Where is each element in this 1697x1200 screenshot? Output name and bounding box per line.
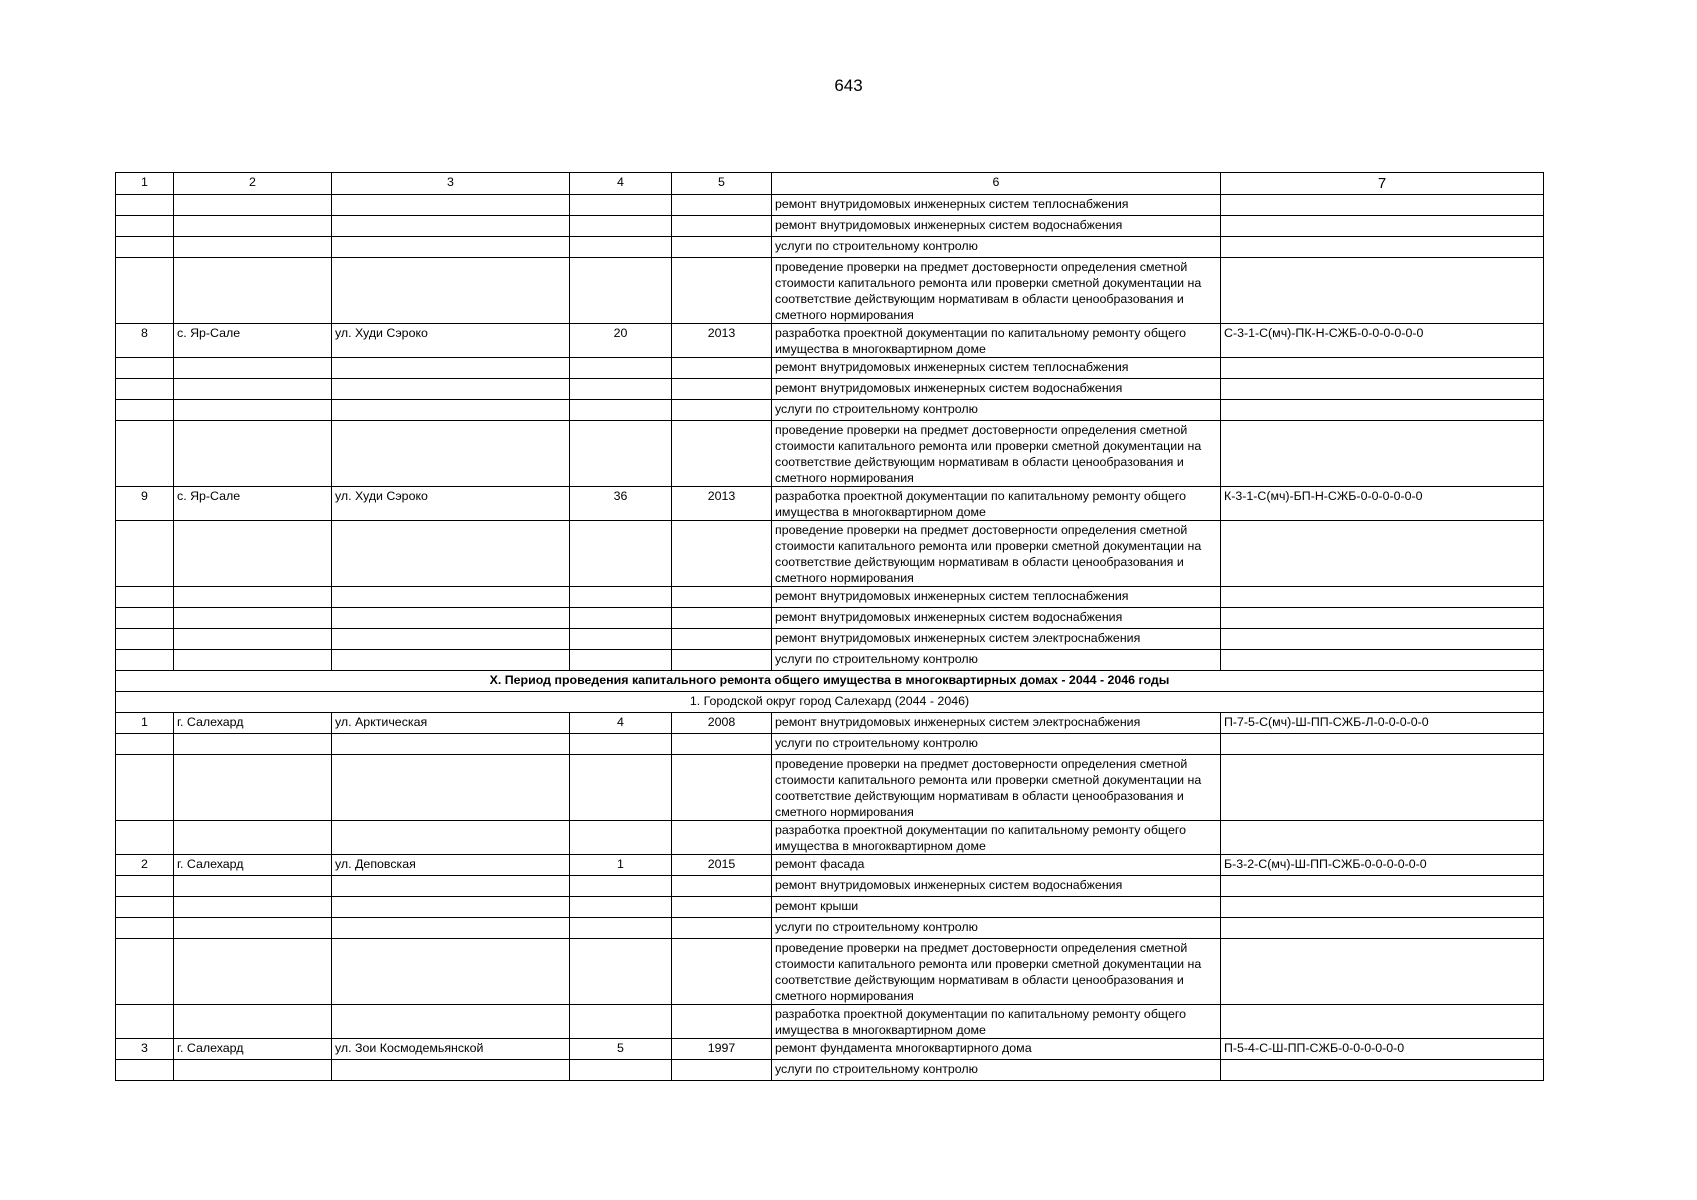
subsection-heading: 1. Городской округ город Салехард (2044 - 2046) — [116, 692, 1544, 713]
house-code-cell — [1221, 629, 1544, 650]
column-header: 6 — [772, 173, 1221, 195]
table-row — [116, 1005, 1544, 1039]
row-number-cell — [116, 608, 174, 629]
house-code-cell — [1221, 734, 1544, 755]
row-number-cell — [116, 400, 174, 421]
row-number-cell — [116, 379, 174, 400]
locality-cell: г. Салехард — [174, 855, 332, 876]
row-number-cell — [116, 421, 174, 487]
street-cell — [332, 587, 570, 608]
year-cell: 2008 — [672, 713, 772, 734]
house-number-cell — [570, 358, 672, 379]
work-type-cell: разработка проектной документации по капитальному ремонту общего имущества в многоквартирном доме — [772, 821, 1221, 855]
house-number-cell — [570, 195, 672, 216]
house-code-cell — [1221, 1060, 1544, 1081]
work-type-cell: разработка проектной документации по капитальному ремонту общего имущества в многоквартирном доме — [772, 487, 1221, 521]
house-number-cell — [570, 1005, 672, 1039]
table-header-row — [116, 173, 1544, 195]
work-type-cell: ремонт внутридомовых инженерных систем теплоснабжения — [772, 358, 1221, 379]
locality-cell — [174, 1005, 332, 1039]
house-number-cell — [570, 216, 672, 237]
year-cell: 2013 — [672, 487, 772, 521]
work-type-cell: проведение проверки на предмет достоверности определения сметной стоимости капитального ремонта или проверки сметной документации на соответствие действующим нормативам в области ценообразования и сметного нормирования — [772, 258, 1221, 324]
locality-cell: с. Яр-Сале — [174, 324, 332, 358]
year-cell — [672, 918, 772, 939]
work-type-cell: проведение проверки на предмет достоверности определения сметной стоимости капитального ремонта или проверки сметной документации на соответствие действующим нормативам в области ценообразования и сметного нормирования — [772, 755, 1221, 821]
table-row — [116, 855, 1544, 876]
house-code-cell — [1221, 400, 1544, 421]
street-cell — [332, 258, 570, 324]
capital-repair-table — [115, 172, 1544, 1081]
table-row — [116, 1060, 1544, 1081]
work-type-cell: разработка проектной документации по капитальному ремонту общего имущества в многоквартирном доме — [772, 1005, 1221, 1039]
house-code-cell — [1221, 918, 1544, 939]
row-number-cell — [116, 755, 174, 821]
year-cell — [672, 897, 772, 918]
house-code-cell — [1221, 358, 1544, 379]
row-number-cell — [116, 918, 174, 939]
table-row — [116, 821, 1544, 855]
locality-cell — [174, 237, 332, 258]
year-cell — [672, 650, 772, 671]
row-number-cell: 9 — [116, 487, 174, 521]
street-cell — [332, 379, 570, 400]
table-row — [116, 324, 1544, 358]
work-type-cell: проведение проверки на предмет достоверности определения сметной стоимости капитального ремонта или проверки сметной документации на соответствие действующим нормативам в области ценообразования и сметного нормирования — [772, 421, 1221, 487]
table-row — [116, 1039, 1544, 1060]
locality-cell — [174, 358, 332, 379]
street-cell — [332, 821, 570, 855]
locality-cell: г. Салехард — [174, 1039, 332, 1060]
column-header: 2 — [174, 173, 332, 195]
house-number-cell — [570, 939, 672, 1005]
street-cell — [332, 650, 570, 671]
house-number-cell — [570, 379, 672, 400]
work-type-cell: ремонт внутридомовых инженерных систем водоснабжения — [772, 876, 1221, 897]
table-row — [116, 897, 1544, 918]
house-code-cell — [1221, 650, 1544, 671]
table-row — [116, 487, 1544, 521]
row-number-cell: 8 — [116, 324, 174, 358]
house-number-cell: 36 — [570, 487, 672, 521]
table-row — [116, 650, 1544, 671]
locality-cell — [174, 755, 332, 821]
work-type-cell: ремонт внутридомовых инженерных систем водоснабжения — [772, 216, 1221, 237]
row-number-cell: 1 — [116, 713, 174, 734]
row-number-cell — [116, 358, 174, 379]
work-type-cell: проведение проверки на предмет достоверности определения сметной стоимости капитального ремонта или проверки сметной документации на соответствие действующим нормативам в области ценообразования и сметного нормирования — [772, 939, 1221, 1005]
table-row — [116, 216, 1544, 237]
row-number-cell — [116, 821, 174, 855]
table-row — [116, 734, 1544, 755]
house-code-cell — [1221, 876, 1544, 897]
street-cell — [332, 421, 570, 487]
locality-cell: г. Салехард — [174, 713, 332, 734]
house-number-cell — [570, 918, 672, 939]
house-number-cell: 1 — [570, 855, 672, 876]
house-code-cell — [1221, 897, 1544, 918]
street-cell — [332, 918, 570, 939]
row-number-cell — [116, 876, 174, 897]
year-cell — [672, 734, 772, 755]
locality-cell: с. Яр-Сале — [174, 487, 332, 521]
house-code-cell — [1221, 821, 1544, 855]
street-cell: ул. Худи Сэроко — [332, 487, 570, 521]
row-number-cell — [116, 1060, 174, 1081]
table-row — [116, 195, 1544, 216]
year-cell — [672, 876, 772, 897]
page-number: 643 — [834, 76, 863, 95]
row-number-cell — [116, 650, 174, 671]
street-cell: ул. Худи Сэроко — [332, 324, 570, 358]
house-number-cell — [570, 421, 672, 487]
house-number-cell: 4 — [570, 713, 672, 734]
house-code-cell: Б-3-2-С(мч)-Ш-ПП-СЖБ-0-0-0-0-0-0 — [1221, 855, 1544, 876]
locality-cell — [174, 379, 332, 400]
work-type-cell: услуги по строительному контролю — [772, 1060, 1221, 1081]
house-code-cell: П-7-5-С(мч)-Ш-ПП-СЖБ-Л-0-0-0-0-0 — [1221, 713, 1544, 734]
house-number-cell — [570, 1060, 672, 1081]
column-header: 1 — [116, 173, 174, 195]
house-code-cell: П-5-4-С-Ш-ПП-СЖБ-0-0-0-0-0-0 — [1221, 1039, 1544, 1060]
year-cell: 2015 — [672, 855, 772, 876]
locality-cell — [174, 629, 332, 650]
street-cell: ул. Арктическая — [332, 713, 570, 734]
locality-cell — [174, 216, 332, 237]
work-type-cell: ремонт фундамента многоквартирного дома — [772, 1039, 1221, 1060]
work-type-cell: проведение проверки на предмет достоверности определения сметной стоимости капитального ремонта или проверки сметной документации на соответствие действующим нормативам в области ценообразования и сметного нормирования — [772, 521, 1221, 587]
work-type-cell: услуги по строительному контролю — [772, 237, 1221, 258]
street-cell — [332, 521, 570, 587]
house-code-cell — [1221, 939, 1544, 1005]
work-type-cell: ремонт крыши — [772, 897, 1221, 918]
work-type-cell: ремонт внутридомовых инженерных систем электроснабжения — [772, 629, 1221, 650]
house-code-cell — [1221, 237, 1544, 258]
locality-cell — [174, 1060, 332, 1081]
year-cell — [672, 379, 772, 400]
section-heading-row — [116, 671, 1544, 692]
table-row — [116, 918, 1544, 939]
year-cell — [672, 629, 772, 650]
row-number-cell — [116, 216, 174, 237]
year-cell — [672, 237, 772, 258]
house-code-cell — [1221, 195, 1544, 216]
column-header: 4 — [570, 173, 672, 195]
street-cell: ул. Деповская — [332, 855, 570, 876]
locality-cell — [174, 608, 332, 629]
locality-cell — [174, 821, 332, 855]
street-cell — [332, 400, 570, 421]
year-cell — [672, 258, 772, 324]
house-number-cell: 20 — [570, 324, 672, 358]
house-number-cell — [570, 734, 672, 755]
house-code-cell — [1221, 379, 1544, 400]
locality-cell — [174, 587, 332, 608]
street-cell — [332, 734, 570, 755]
table-row — [116, 521, 1544, 587]
year-cell — [672, 1005, 772, 1039]
street-cell — [332, 195, 570, 216]
column-header: 7 — [1221, 173, 1544, 195]
street-cell — [332, 1060, 570, 1081]
row-number-cell — [116, 897, 174, 918]
table-row — [116, 587, 1544, 608]
row-number-cell — [116, 195, 174, 216]
locality-cell — [174, 734, 332, 755]
year-cell — [672, 608, 772, 629]
house-code-cell — [1221, 608, 1544, 629]
locality-cell — [174, 939, 332, 1005]
work-type-cell: ремонт внутридомовых инженерных систем теплоснабжения — [772, 587, 1221, 608]
house-code-cell — [1221, 258, 1544, 324]
year-cell: 2013 — [672, 324, 772, 358]
column-header: 5 — [672, 173, 772, 195]
street-cell — [332, 939, 570, 1005]
row-number-cell — [116, 237, 174, 258]
work-type-cell: услуги по строительному контролю — [772, 400, 1221, 421]
work-type-cell: услуги по строительному контролю — [772, 918, 1221, 939]
locality-cell — [174, 897, 332, 918]
table-row — [116, 358, 1544, 379]
work-type-cell: услуги по строительному контролю — [772, 734, 1221, 755]
street-cell — [332, 216, 570, 237]
house-code-cell — [1221, 216, 1544, 237]
street-cell — [332, 1005, 570, 1039]
house-number-cell — [570, 237, 672, 258]
house-number-cell — [570, 876, 672, 897]
house-number-cell — [570, 521, 672, 587]
table-row — [116, 939, 1544, 1005]
year-cell — [672, 821, 772, 855]
house-code-cell — [1221, 587, 1544, 608]
street-cell — [332, 629, 570, 650]
row-number-cell — [116, 939, 174, 1005]
street-cell — [332, 755, 570, 821]
section-heading: X. Период проведения капитального ремонта общего имущества в многоквартирных домах - 2044 - 2046 годы — [116, 671, 1544, 692]
street-cell — [332, 358, 570, 379]
year-cell — [672, 195, 772, 216]
table-row — [116, 755, 1544, 821]
house-number-cell — [570, 629, 672, 650]
row-number-cell — [116, 734, 174, 755]
locality-cell — [174, 521, 332, 587]
work-type-cell: услуги по строительному контролю — [772, 650, 1221, 671]
work-type-cell: разработка проектной документации по капитальному ремонту общего имущества в многоквартирном доме — [772, 324, 1221, 358]
row-number-cell — [116, 258, 174, 324]
work-type-cell: ремонт внутридомовых инженерных систем водоснабжения — [772, 379, 1221, 400]
row-number-cell — [116, 587, 174, 608]
street-cell — [332, 876, 570, 897]
year-cell — [672, 1060, 772, 1081]
row-number-cell — [116, 1005, 174, 1039]
house-number-cell — [570, 821, 672, 855]
house-number-cell — [570, 650, 672, 671]
table-row — [116, 237, 1544, 258]
column-header: 3 — [332, 173, 570, 195]
street-cell — [332, 237, 570, 258]
table-row — [116, 421, 1544, 487]
house-number-cell — [570, 755, 672, 821]
house-number-cell — [570, 608, 672, 629]
row-number-cell — [116, 521, 174, 587]
table-row — [116, 876, 1544, 897]
subsection-heading-row — [116, 692, 1544, 713]
house-number-cell: 5 — [570, 1039, 672, 1060]
table-row — [116, 400, 1544, 421]
table-row — [116, 258, 1544, 324]
year-cell — [672, 421, 772, 487]
table-row — [116, 379, 1544, 400]
house-number-cell — [570, 897, 672, 918]
locality-cell — [174, 650, 332, 671]
table-row — [116, 608, 1544, 629]
house-number-cell — [570, 587, 672, 608]
work-type-cell: ремонт фасада — [772, 855, 1221, 876]
house-code-cell — [1221, 755, 1544, 821]
house-number-cell — [570, 400, 672, 421]
locality-cell — [174, 918, 332, 939]
year-cell — [672, 400, 772, 421]
house-code-cell — [1221, 1005, 1544, 1039]
row-number-cell: 2 — [116, 855, 174, 876]
year-cell — [672, 587, 772, 608]
locality-cell — [174, 400, 332, 421]
street-cell — [332, 897, 570, 918]
locality-cell — [174, 876, 332, 897]
work-type-cell: ремонт внутридомовых инженерных систем электроснабжения — [772, 713, 1221, 734]
work-type-cell: ремонт внутридомовых инженерных систем водоснабжения — [772, 608, 1221, 629]
year-cell — [672, 939, 772, 1005]
house-code-cell — [1221, 521, 1544, 587]
street-cell — [332, 608, 570, 629]
house-number-cell — [570, 258, 672, 324]
year-cell — [672, 358, 772, 379]
locality-cell — [174, 195, 332, 216]
table-row — [116, 713, 1544, 734]
locality-cell — [174, 258, 332, 324]
house-code-cell — [1221, 421, 1544, 487]
year-cell — [672, 755, 772, 821]
row-number-cell — [116, 629, 174, 650]
year-cell — [672, 216, 772, 237]
house-code-cell: С-3-1-С(мч)-ПК-Н-СЖБ-0-0-0-0-0-0 — [1221, 324, 1544, 358]
year-cell: 1997 — [672, 1039, 772, 1060]
year-cell — [672, 521, 772, 587]
street-cell: ул. Зои Космодемьянской — [332, 1039, 570, 1060]
table-row — [116, 629, 1544, 650]
work-type-cell: ремонт внутридомовых инженерных систем теплоснабжения — [772, 195, 1221, 216]
row-number-cell: 3 — [116, 1039, 174, 1060]
locality-cell — [174, 421, 332, 487]
house-code-cell: К-3-1-С(мч)-БП-Н-СЖБ-0-0-0-0-0-0 — [1221, 487, 1544, 521]
